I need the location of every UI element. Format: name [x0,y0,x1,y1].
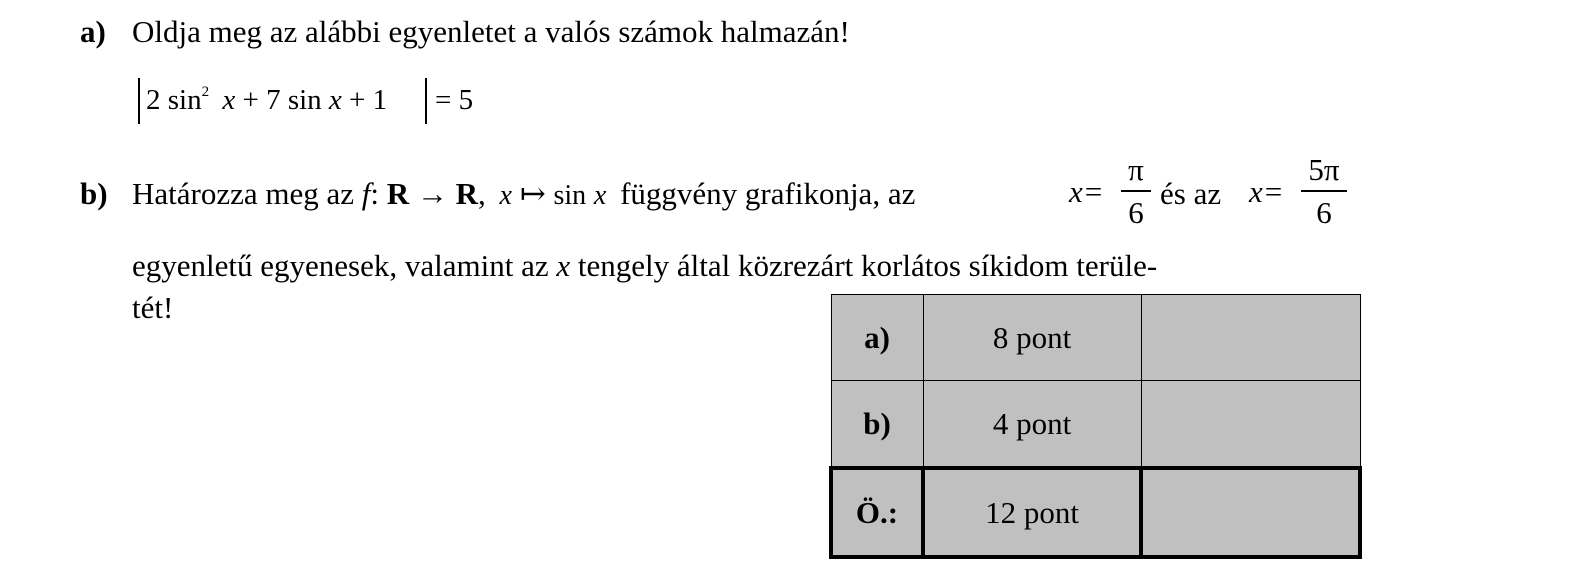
task-b-map-func: sin [553,180,587,211]
score-row-a [831,295,1360,381]
score-earned-b[interactable] [1141,381,1360,469]
score-table [829,294,1362,559]
abs-bar-left [138,78,140,124]
task-b-mapsto: ↦ [519,176,546,211]
task-b-text-1: Határozza meg az [132,176,355,211]
frac1-num: π [1128,152,1144,187]
task-a-label: a) [80,14,106,49]
eq-plus-7: + 7 [235,84,281,116]
eq-var-2: x [328,84,342,116]
frac2-num: 5π [1308,152,1340,187]
eq-var-1: x [222,84,236,116]
score-row-b [831,381,1360,469]
eq-sin-1: sin [167,84,202,116]
score-points-a: 8 pont [923,295,1141,381]
abs-bar-right [425,78,427,124]
fraction-5pi-over-6 [1301,154,1347,228]
eq-sin-2: sin [287,84,322,116]
score-points-b: 4 pont [923,381,1141,469]
task-b-text-3: és az [1160,176,1222,211]
eq-exponent: 2 [201,84,210,100]
eq-plus-1: + 1 [341,84,388,116]
task-b-line2: egyenletű egyenesek, valamint az x tengely által közrezárt korlátos síkidom terüle- [132,248,1158,283]
task-b-line1 [132,178,915,210]
score-part-a: a) [831,295,923,381]
eq-rhs: = 5 [435,84,474,116]
task-b-line3: tét! [132,290,174,325]
task-b-text-2: függvény grafikonja, az [620,176,916,211]
score-row-total [831,468,1360,557]
task-b-colon: : [370,176,380,211]
score-part-b: b) [831,381,923,469]
task-b-map-var: x [499,180,512,211]
frac1-den: 6 [1128,194,1144,230]
task-a-equation [146,86,387,115]
frac2-den: 6 [1316,194,1332,230]
task-b-comma: , [478,176,486,211]
task-b-x1: x= [1069,174,1103,209]
fraction-pi-over-6 [1121,154,1151,228]
task-a-instruction: Oldja meg az alábbi egyenletet a valós számok halmazán! [132,14,850,49]
score-earned-total[interactable] [1141,468,1360,557]
task-b-R1: R [386,176,410,211]
score-part-total: Ö.: [831,468,923,557]
task-b-R2: R [455,176,479,211]
task-b-x2: x= [1249,174,1283,209]
task-b-f: f [361,176,371,211]
score-earned-a[interactable] [1141,295,1360,381]
task-b-label: b) [80,176,108,211]
task-b-map-var2: x [593,180,607,211]
eq-coef: 2 [146,84,161,116]
score-points-total: 12 pont [923,468,1141,557]
task-b-arrow: → [416,176,448,211]
